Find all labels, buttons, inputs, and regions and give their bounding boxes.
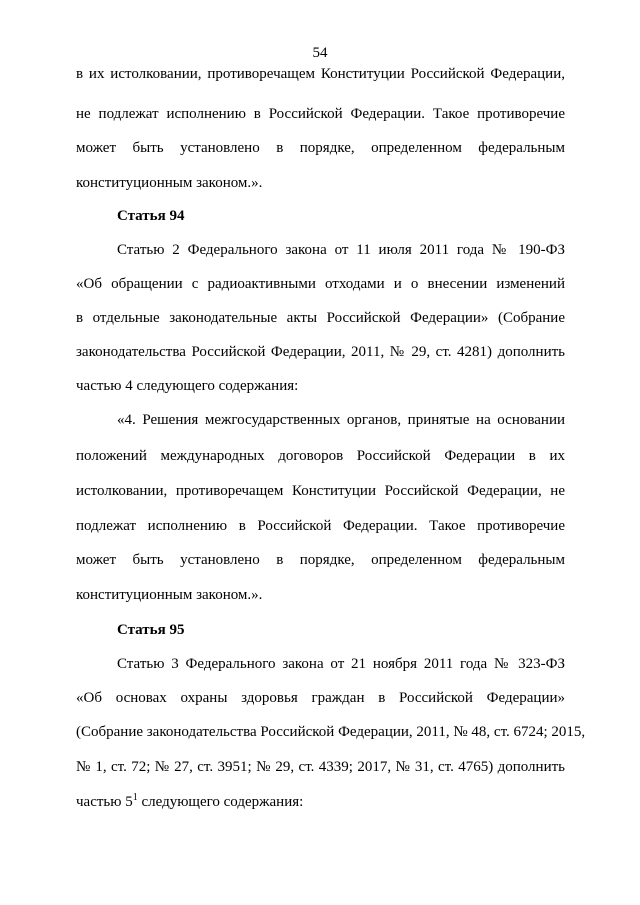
- superscript: 1: [132, 792, 138, 803]
- text-line: конституционным законом.».: [76, 175, 263, 191]
- text-fragment: частью 5: [76, 794, 133, 810]
- text-line: конституционным законом.».: [76, 587, 263, 603]
- text-line: в их истолковании, противоречащем Конституции Российской Федерации,: [76, 66, 565, 82]
- text-line: частью 4 следующего содержания:: [76, 378, 299, 394]
- text-line: «4. Решения межгосударственных органов, принятые на основании: [117, 412, 565, 428]
- text-line: не подлежат исполнению в Российской Федерации. Такое противоречие: [76, 106, 565, 122]
- text-line: в отдельные законодательные акты Российской Федерации» (Собрание: [76, 310, 565, 326]
- text-line: Статью 3 Федерального закона от 21 ноября 2011 года № 323-ФЗ: [117, 656, 565, 672]
- text-line: законодательства Российской Федерации, 2011, № 29, ст. 4281) дополнить: [76, 344, 565, 360]
- text-line: положений международных договоров Российской Федерации в их: [76, 448, 565, 464]
- text-line: может быть установлено в порядке, определенном федеральным: [76, 552, 565, 568]
- text-line: истолковании, противоречащем Конституции Российской Федерации, не: [76, 483, 565, 499]
- article-95-heading: Статья 95: [117, 622, 185, 638]
- text-line: «Об основах охраны здоровья граждан в Российской Федерации»: [76, 690, 565, 706]
- text-fragment: следующего содержания:: [137, 794, 304, 810]
- text-line: подлежат исполнению в Российской Федерации. Такое противоречие: [76, 518, 565, 534]
- text-line: Статью 2 Федерального закона от 11 июля 2011 года № 190-ФЗ: [117, 242, 565, 258]
- text-line: № 1, ст. 72; № 27, ст. 3951; № 29, ст. 4339; 2017, № 31, ст. 4765) дополнить: [76, 759, 565, 775]
- page-number: 54: [312, 45, 328, 61]
- text-line: [76, 792, 565, 812]
- text-line: «Об обращении с радиоактивными отходами и о внесении изменений: [76, 276, 565, 292]
- text-line: (Собрание законодательства Российской Федерации, 2011, № 48, ст. 6724; 2015,: [76, 724, 586, 740]
- text-line: может быть установлено в порядке, определенном федеральным: [76, 140, 565, 156]
- article-94-heading: Статья 94: [117, 208, 185, 224]
